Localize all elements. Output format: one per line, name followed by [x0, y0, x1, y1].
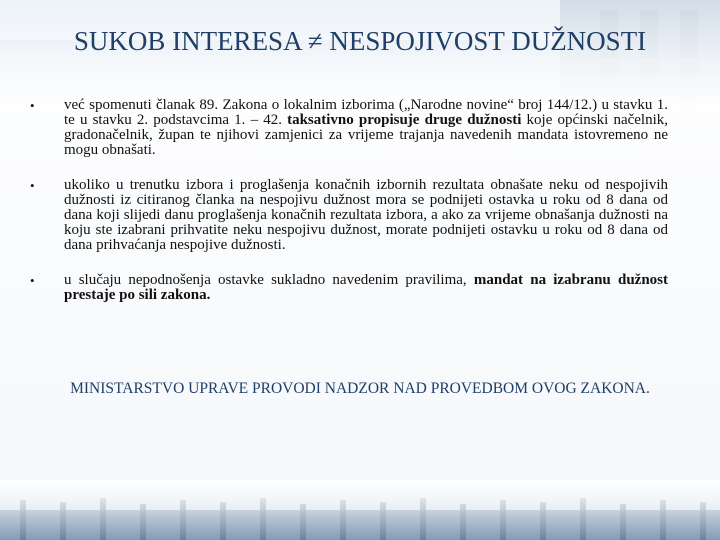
bullet-3-text-part1: u slučaju nepodnošenja ostavke sukladno navedenim pravilima,: [64, 272, 474, 288]
bullet-2-text: ukoliko u trenutku izbora i proglašenja konačnih izbornih rezultata obnašate neku od nespojivih dužnosti iz citiranog članka na nespojivu dužnost mora se podnijeti ostavka u roku od 8 dana od dana koji slijedi danu proglašenja konačnih rezultata izbora, a ako za vrijeme obnašanja dužnosti na koju ste izabrani prihvatite neku nespojivu dužnost, morate podnijeti ostavku u roku od 8 dana od dana prihvaćanja nespojive dužnosti.: [64, 177, 668, 253]
bullet-3-bold-text: mandat na izabranu dužnost prestaje po sili zakona.: [64, 272, 668, 303]
slide-content: [30, 98, 668, 323]
bullet-1-text-part2: koje općinski načelnik, gradonačelnik, župan te njihovi zamjenici za vrijeme trajanja navedenih mandata istovremeno ne mogu obnašati.: [64, 112, 669, 158]
bullet-1-text-part1: već spomenuti članak 89. Zakona o lokalnim izborima („Narodne novine“ broj 144/12.) u stavku 1. te u stavku 2. podstavcima 1. – 42.: [64, 97, 668, 128]
footer-statement: MINISTARSTVO UPRAVE PROVODI NADZOR NAD PROVEDBOM OVOG ZAKONA.: [70, 380, 650, 397]
bullet-item-2: [30, 178, 668, 253]
bullet-dot-icon: •: [30, 178, 35, 193]
bullet-list: [30, 98, 668, 303]
slide-title: SUKOB INTERESA ≠ NESPOJIVOST DUŽNOSTI: [73, 26, 647, 56]
bullet-item-3: [30, 273, 668, 303]
bullet-1-bold-text: taksativno propisuje druge dužnosti: [287, 112, 522, 128]
bullet-item-1: [30, 98, 668, 158]
bottom-fade-overlay: [0, 480, 720, 540]
bullet-dot-icon: •: [30, 98, 35, 113]
bullet-dot-icon: •: [30, 273, 35, 288]
